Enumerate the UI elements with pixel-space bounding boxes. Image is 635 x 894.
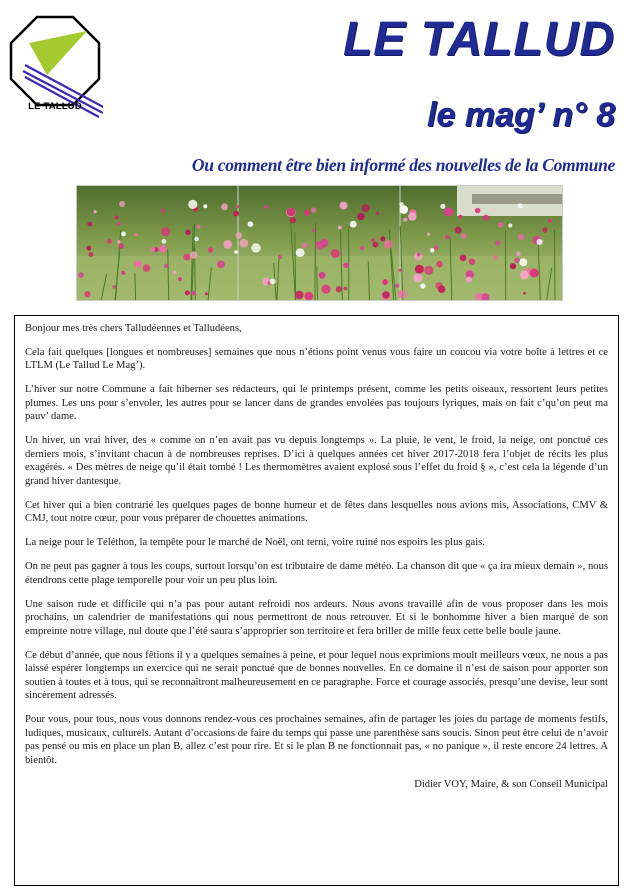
letter-paragraph: Pour vous, pour tous, nous vous donnons rendez-vous ces prochaines semaines, afin de partager les joies du partage de moments festifs, ludiques, musicaux, culturels. Autant d’occasions de faire du temps qui passe une parenthèse sans soucis. Sinon peut être celui de n’avoir pas pensé ou mis en place un plan B, allez c’est pour rire. Et si le plan B ne fonctionnait pas, « no panique », il reste encore 24 lettres. A bientôt. xyxy=(25,714,608,766)
letter-paragraph: Bonjour mes très chers Talludéennes et Talludéens, xyxy=(25,323,242,334)
tagline: Ou comment être bien informé des nouvelles de la Commune xyxy=(191,155,615,175)
letter-paragraph: On ne peut pas gagner à tous les coups, surtout lorsqu’on est tributaire de dame météo. La chanson dit que « ça ira mieux demain », nous étendrons cette plage temporelle pour voir un peu plus loin. xyxy=(25,561,608,586)
page-title: LE TALLUD xyxy=(342,13,615,66)
letter-paragraph: La neige pour le Téléthon, la tempête pour le marché de Noël, ont terni, voire ruiné nos espoirs les plus gais. xyxy=(25,537,485,548)
editorial-letter xyxy=(14,315,619,886)
issue-number: le mag’ n° 8 xyxy=(426,96,615,134)
signature: Didier VOY, Maire, & son Conseil Municipal xyxy=(414,778,608,790)
logo-caption: LE TALLUD xyxy=(28,101,82,112)
letter-paragraph: Cet hiver qui a bien contrarié les quelques pages de bonne humeur et de fêtes dans lesquelles nous avions mis, Associations, CMV & CMJ, tout notre cœur, pour vous préparer de chouettes animations. xyxy=(25,499,608,524)
letter-paragraph: Ce début d’année, que nous fêtions il y a quelques semaines à peine, et pour lequel nous exprimions moult meilleurs vœux, ne nous a pas laissé espérer longtemps un exercice qui ne serait ponctué que de bonnes nouvelles. En ce domaine il n’est de saison pour apporter son soutien à toutes et à tous, qui se reconnaîtront malheureusement en ce paragraphe. Force et courage associés, presqu’une devise, leur sont sincèrement adressés. xyxy=(25,649,608,701)
letter-paragraph: Un hiver, un vrai hiver, des « comme on n’en avait pas vu depuis longtemps ». La pluie, le vent, le froid, la neige, ont ponctué ces derniers mois, s’invitant chacun à de nombreuses reprises. D’ici à quelques années cet hiver 2017-2018 fera l’objet de récits les plus exagérés. « Des mètres de neige qu’il était tombé ! Les thermomètres avaient explosé sous l’effet du froid § », c’est cela la légende d’un grand hiver dantesque. xyxy=(25,435,608,487)
letter-paragraph: Cela fait quelques [longues et nombreuses] semaines que nous n’étions point venus vous faire un coucou via votre boîte à lettres et ce LTLM (Le Tallud Le Mag’). xyxy=(25,346,608,371)
letter-paragraph: Une saison rude et difficile qui n’a pas pour autant refroidi nos ardeurs. Nous avons travaillé afin de vous proposer dans les mois prochains, un calendrier de manifestations qui nous permettront de nous retrouver. Et si le bonhomme hiver a bien marqué de son empreinte notre village, nul doute que l’été saura s’approprier son territoire et fera briller de mille feux cette belle boule jaune. xyxy=(25,598,608,637)
cosmos-flowers-photo-icon xyxy=(76,185,563,301)
letter-paragraph: L’hiver sur notre Commune a fait hiberner ses rédacteurs, qui le printemps présent, comme les petits oiseaux, ressortent leurs petites plumes. Les uns pour s’envoler, les autres pour se lancer dans de grandes envolées pas toujours lyriques, mais on fait c’qu’on peut ma pauv’ dame. xyxy=(25,384,608,422)
